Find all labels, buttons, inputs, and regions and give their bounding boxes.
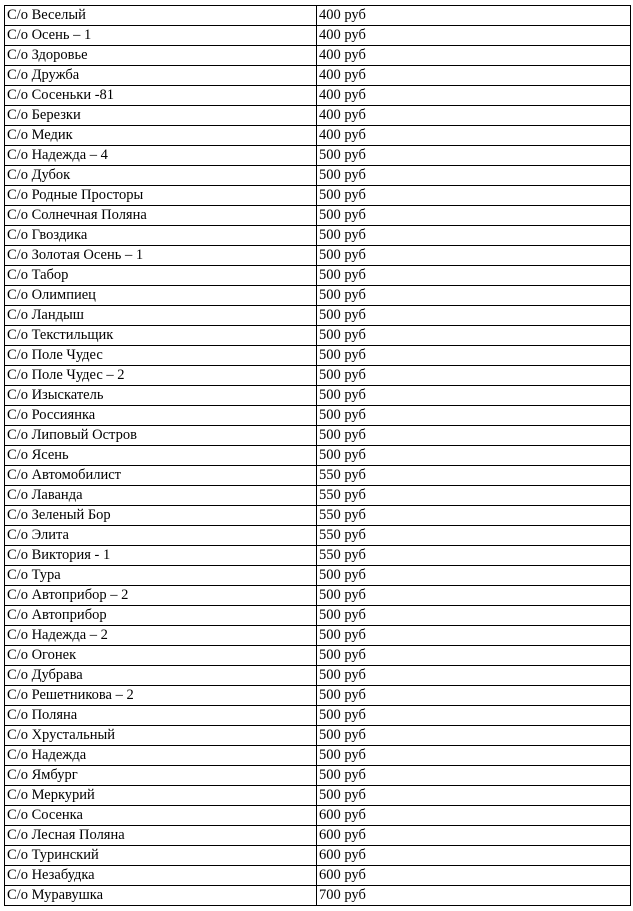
price-cell: 500 руб — [317, 626, 631, 646]
table-row — [5, 786, 631, 806]
society-name-cell: С/о Надежда – 4 — [5, 146, 317, 166]
society-name-cell: С/о Изыскатель — [5, 386, 317, 406]
society-name-cell: С/о Надежда — [5, 746, 317, 766]
society-name-cell: С/о Табор — [5, 266, 317, 286]
price-cell: 400 руб — [317, 66, 631, 86]
table-row — [5, 146, 631, 166]
price-cell: 600 руб — [317, 826, 631, 846]
table-row — [5, 426, 631, 446]
table-row — [5, 646, 631, 666]
table-row — [5, 66, 631, 86]
society-name-cell: С/о Гвоздика — [5, 226, 317, 246]
table-row — [5, 826, 631, 846]
price-cell: 400 руб — [317, 46, 631, 66]
society-name-cell: С/о Муравушка — [5, 886, 317, 906]
society-name-cell: С/о Ямбург — [5, 766, 317, 786]
price-cell: 500 руб — [317, 746, 631, 766]
society-name-cell: С/о Сосенка — [5, 806, 317, 826]
table-row — [5, 386, 631, 406]
society-name-cell: С/о Надежда – 2 — [5, 626, 317, 646]
society-name-cell: С/о Веселый — [5, 6, 317, 26]
price-cell: 500 руб — [317, 386, 631, 406]
society-name-cell: С/о Осень – 1 — [5, 26, 317, 46]
price-cell: 600 руб — [317, 806, 631, 826]
price-cell: 500 руб — [317, 426, 631, 446]
table-row — [5, 226, 631, 246]
price-cell: 400 руб — [317, 106, 631, 126]
society-name-cell: С/о Автомобилист — [5, 466, 317, 486]
price-cell: 500 руб — [317, 406, 631, 426]
table-row — [5, 206, 631, 226]
society-name-cell: С/о Огонек — [5, 646, 317, 666]
price-cell: 550 руб — [317, 546, 631, 566]
society-name-cell: С/о Лесная Поляна — [5, 826, 317, 846]
price-cell: 500 руб — [317, 226, 631, 246]
price-cell: 500 руб — [317, 646, 631, 666]
table-row — [5, 46, 631, 66]
society-name-cell: С/о Решетникова – 2 — [5, 686, 317, 706]
table-row — [5, 586, 631, 606]
price-cell: 550 руб — [317, 506, 631, 526]
table-row — [5, 526, 631, 546]
price-cell: 500 руб — [317, 326, 631, 346]
price-cell: 500 руб — [317, 446, 631, 466]
table-row — [5, 186, 631, 206]
society-name-cell: С/о Сосеньки -81 — [5, 86, 317, 106]
table-row — [5, 326, 631, 346]
price-cell: 500 руб — [317, 686, 631, 706]
society-name-cell: С/о Элита — [5, 526, 317, 546]
price-cell: 500 руб — [317, 266, 631, 286]
table-row — [5, 446, 631, 466]
price-cell: 500 руб — [317, 586, 631, 606]
society-name-cell: С/о Поле Чудес – 2 — [5, 366, 317, 386]
price-cell: 600 руб — [317, 846, 631, 866]
society-name-cell: С/о Ясень — [5, 446, 317, 466]
table-row — [5, 306, 631, 326]
price-cell: 550 руб — [317, 526, 631, 546]
price-cell: 500 руб — [317, 206, 631, 226]
society-name-cell: С/о Автоприбор — [5, 606, 317, 626]
society-name-cell: С/о Туринский — [5, 846, 317, 866]
table-row — [5, 626, 631, 646]
society-name-cell: С/о Автоприбор – 2 — [5, 586, 317, 606]
price-cell: 500 руб — [317, 566, 631, 586]
price-cell: 500 руб — [317, 666, 631, 686]
table-row — [5, 706, 631, 726]
price-cell: 700 руб — [317, 886, 631, 906]
price-cell: 500 руб — [317, 306, 631, 326]
society-name-cell: С/о Меркурий — [5, 786, 317, 806]
price-cell: 500 руб — [317, 146, 631, 166]
society-name-cell: С/о Тура — [5, 566, 317, 586]
table-row — [5, 26, 631, 46]
price-table-body — [5, 6, 631, 906]
society-name-cell: С/о Текстильщик — [5, 326, 317, 346]
society-name-cell: С/о Здоровье — [5, 46, 317, 66]
society-name-cell: С/о Липовый Остров — [5, 426, 317, 446]
society-name-cell: С/о Березки — [5, 106, 317, 126]
society-name-cell: С/о Поле Чудес — [5, 346, 317, 366]
table-row — [5, 366, 631, 386]
society-name-cell: С/о Незабудка — [5, 866, 317, 886]
price-cell: 500 руб — [317, 766, 631, 786]
society-name-cell: С/о Хрустальный — [5, 726, 317, 746]
table-row — [5, 686, 631, 706]
price-cell: 500 руб — [317, 186, 631, 206]
price-table — [4, 5, 631, 906]
table-row — [5, 766, 631, 786]
price-cell: 400 руб — [317, 86, 631, 106]
society-name-cell: С/о Виктория - 1 — [5, 546, 317, 566]
table-row — [5, 286, 631, 306]
price-cell: 500 руб — [317, 606, 631, 626]
society-name-cell: С/о Дубрава — [5, 666, 317, 686]
society-name-cell: С/о Олимпиец — [5, 286, 317, 306]
table-row — [5, 546, 631, 566]
price-cell: 400 руб — [317, 126, 631, 146]
table-row — [5, 726, 631, 746]
society-name-cell: С/о Медик — [5, 126, 317, 146]
society-name-cell: С/о Солнечная Поляна — [5, 206, 317, 226]
price-cell: 500 руб — [317, 726, 631, 746]
table-row — [5, 506, 631, 526]
price-cell: 400 руб — [317, 26, 631, 46]
table-row — [5, 746, 631, 766]
price-cell: 550 руб — [317, 466, 631, 486]
table-row — [5, 486, 631, 506]
table-row — [5, 886, 631, 906]
price-cell: 500 руб — [317, 346, 631, 366]
society-name-cell: С/о Ландыш — [5, 306, 317, 326]
society-name-cell: С/о Россиянка — [5, 406, 317, 426]
table-row — [5, 406, 631, 426]
table-row — [5, 266, 631, 286]
table-row — [5, 6, 631, 26]
table-row — [5, 106, 631, 126]
table-row — [5, 866, 631, 886]
price-cell: 500 руб — [317, 166, 631, 186]
society-name-cell: С/о Дружба — [5, 66, 317, 86]
table-row — [5, 126, 631, 146]
table-row — [5, 806, 631, 826]
table-row — [5, 346, 631, 366]
table-row — [5, 846, 631, 866]
table-row — [5, 86, 631, 106]
price-cell: 500 руб — [317, 366, 631, 386]
table-row — [5, 666, 631, 686]
price-cell: 500 руб — [317, 246, 631, 266]
price-cell: 500 руб — [317, 706, 631, 726]
table-row — [5, 566, 631, 586]
price-cell: 550 руб — [317, 486, 631, 506]
price-cell: 500 руб — [317, 786, 631, 806]
price-cell: 500 руб — [317, 286, 631, 306]
table-row — [5, 466, 631, 486]
society-name-cell: С/о Дубок — [5, 166, 317, 186]
table-row — [5, 606, 631, 626]
society-name-cell: С/о Зеленый Бор — [5, 506, 317, 526]
society-name-cell: С/о Родные Просторы — [5, 186, 317, 206]
society-name-cell: С/о Золотая Осень – 1 — [5, 246, 317, 266]
price-cell: 400 руб — [317, 6, 631, 26]
society-name-cell: С/о Поляна — [5, 706, 317, 726]
table-row — [5, 166, 631, 186]
society-name-cell: С/о Лаванда — [5, 486, 317, 506]
table-row — [5, 246, 631, 266]
price-cell: 600 руб — [317, 866, 631, 886]
